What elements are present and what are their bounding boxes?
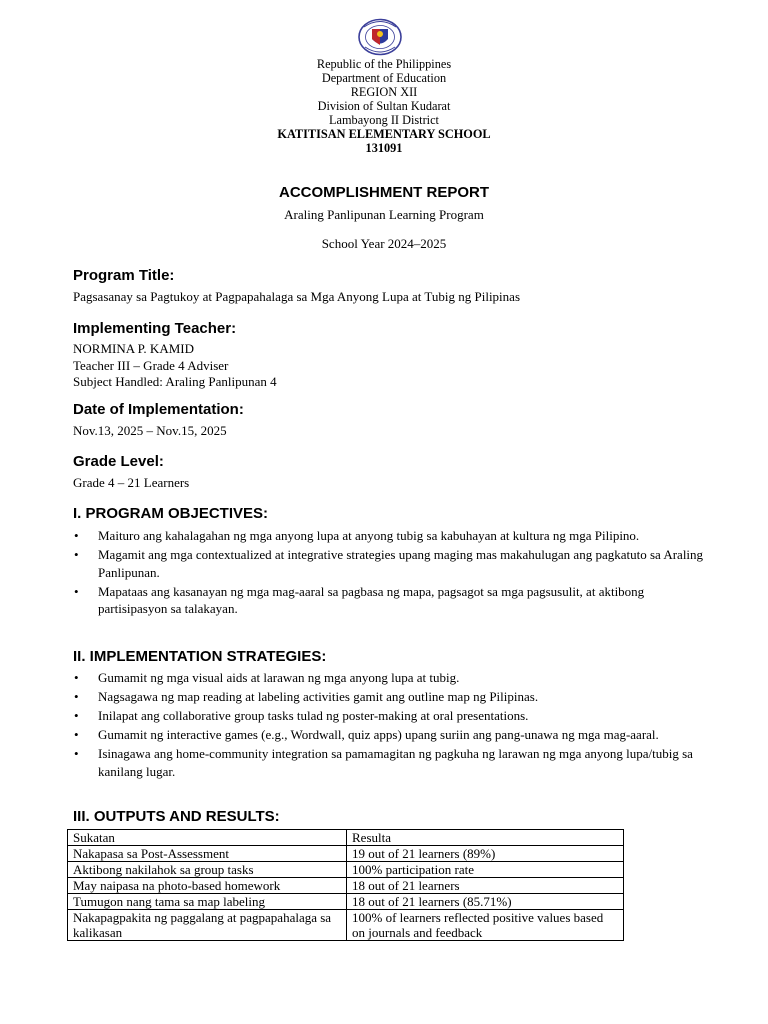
header-line-5: Lambayong II District — [329, 113, 439, 127]
list-item — [73, 583, 713, 618]
objectives-heading: I. PROGRAM OBJECTIVES: — [73, 505, 269, 522]
table-header-row — [68, 830, 624, 846]
school-year: School Year 2024–2025 — [321, 236, 447, 251]
program-title-heading: Program Title: — [73, 267, 175, 284]
table-row — [68, 862, 624, 878]
strategy-text: Nagsagawa ng map reading at labeling activities gamit ang outline map ng Pilipinas. — [98, 689, 539, 704]
header-line-2: Department of Education — [321, 71, 447, 85]
list-item — [73, 688, 713, 706]
date-value: Nov.13, 2025 – Nov.15, 2025 — [73, 423, 227, 438]
bullet-icon: • — [74, 708, 79, 723]
table-cell: Aktibong nakilahok sa group tasks — [68, 862, 347, 878]
objective-text: Maituro ang kahalagahan ng mga anyong lupa at anyong tubig sa kabuhayan at kultura ng mga Pilipino. — [98, 528, 640, 543]
report-title: ACCOMPLISHMENT REPORT — [279, 184, 489, 201]
list-item — [73, 726, 713, 744]
strategy-text: Gumamit ng mga visual aids at larawan ng mga anyong lupa at tubig. — [98, 670, 460, 685]
teacher-details — [73, 341, 277, 391]
deped-seal-icon — [358, 18, 402, 56]
strategy-text: Gumamit ng interactive games (e.g., Wordwall, quiz apps) upang suriin ang pang-unawa ng mga mag-aaral. — [98, 727, 659, 742]
table-cell: Nakapagpakita ng paggalang at pagpapahalaga sa kalikasan — [68, 910, 347, 941]
column-header-resulta: Resulta — [347, 830, 624, 846]
table-row — [68, 894, 624, 910]
table-cell: Tumugon nang tama sa map labeling — [68, 894, 347, 910]
grade-value: Grade 4 – 21 Learners — [73, 475, 190, 490]
teacher-heading: Implementing Teacher: — [73, 320, 237, 337]
header-line-1: Republic of the Philippines — [316, 57, 452, 71]
results-table — [67, 829, 624, 941]
bullet-icon: • — [74, 727, 79, 742]
table-cell: Nakapasa sa Post-Assessment — [68, 846, 347, 862]
teacher-name: NORMINA P. KAMID — [73, 341, 194, 356]
letterhead — [0, 57, 768, 155]
list-item — [73, 527, 713, 545]
program-title-value: Pagsasanay sa Pagtukoy at Pagpapahalaga sa Mga Anyong Lupa at Tubig ng Pilipinas — [73, 289, 521, 304]
table-row — [68, 846, 624, 862]
strategy-text: Inilapat ang collaborative group tasks tulad ng poster-making at oral presentations. — [98, 708, 529, 723]
bullet-icon: • — [74, 689, 79, 704]
table-row — [68, 910, 624, 941]
bullet-icon: • — [74, 547, 79, 562]
table-row — [68, 878, 624, 894]
header-line-4: Division of Sultan Kudarat — [317, 99, 451, 113]
list-item — [73, 669, 713, 687]
objectives-list — [73, 527, 713, 619]
strategy-text: Isinagawa ang home-community integration sa pamamagitan ng pagkuha ng larawan ng mga anyong lupa/tubig sa kanilang lugar. — [98, 746, 693, 779]
grade-heading: Grade Level: — [73, 453, 164, 470]
table-cell: May naipasa na photo-based homework — [68, 878, 347, 894]
list-item — [73, 707, 713, 725]
table-cell: 100% of learners reflected positive values based on journals and feedback — [347, 910, 624, 941]
list-item — [73, 546, 713, 581]
bullet-icon: • — [74, 583, 79, 599]
objective-text: Magamit ang mga contextualized at integrative strategies upang maging mas makahulugan ang pagkatuto sa Araling Panlipunan. — [98, 547, 704, 580]
column-header-sukatan: Sukatan — [68, 830, 347, 846]
strategies-heading: II. IMPLEMENTATION STRATEGIES: — [73, 648, 327, 665]
table-cell: 18 out of 21 learners (85.71%) — [347, 894, 624, 910]
strategies-list — [73, 669, 713, 782]
objective-text: Mapataas ang kasanayan ng mga mag-aaral sa pagbasa ng mapa, pagsagot sa mga pagsusulit, at aktibong partisipasyon sa talakayan. — [98, 583, 645, 616]
program-name: Araling Panlipunan Learning Program — [284, 207, 484, 222]
header-line-3: REGION XII — [350, 85, 418, 99]
school-name: KATITISAN ELEMENTARY SCHOOL — [277, 127, 491, 141]
table-cell: 18 out of 21 learners — [347, 878, 624, 894]
bullet-icon: • — [74, 670, 79, 685]
bullet-icon: • — [74, 746, 79, 761]
bullet-icon: • — [74, 528, 79, 543]
table-cell: 100% participation rate — [347, 862, 624, 878]
school-id: 131091 — [365, 141, 403, 155]
list-item — [73, 745, 713, 780]
teacher-subject: Subject Handled: Araling Panlipunan 4 — [73, 374, 277, 389]
teacher-position: Teacher III – Grade 4 Adviser — [73, 357, 229, 373]
date-heading: Date of Implementation: — [73, 401, 244, 418]
outputs-heading: III. OUTPUTS AND RESULTS: — [73, 808, 280, 825]
table-cell: 19 out of 21 learners (89%) — [347, 846, 624, 862]
